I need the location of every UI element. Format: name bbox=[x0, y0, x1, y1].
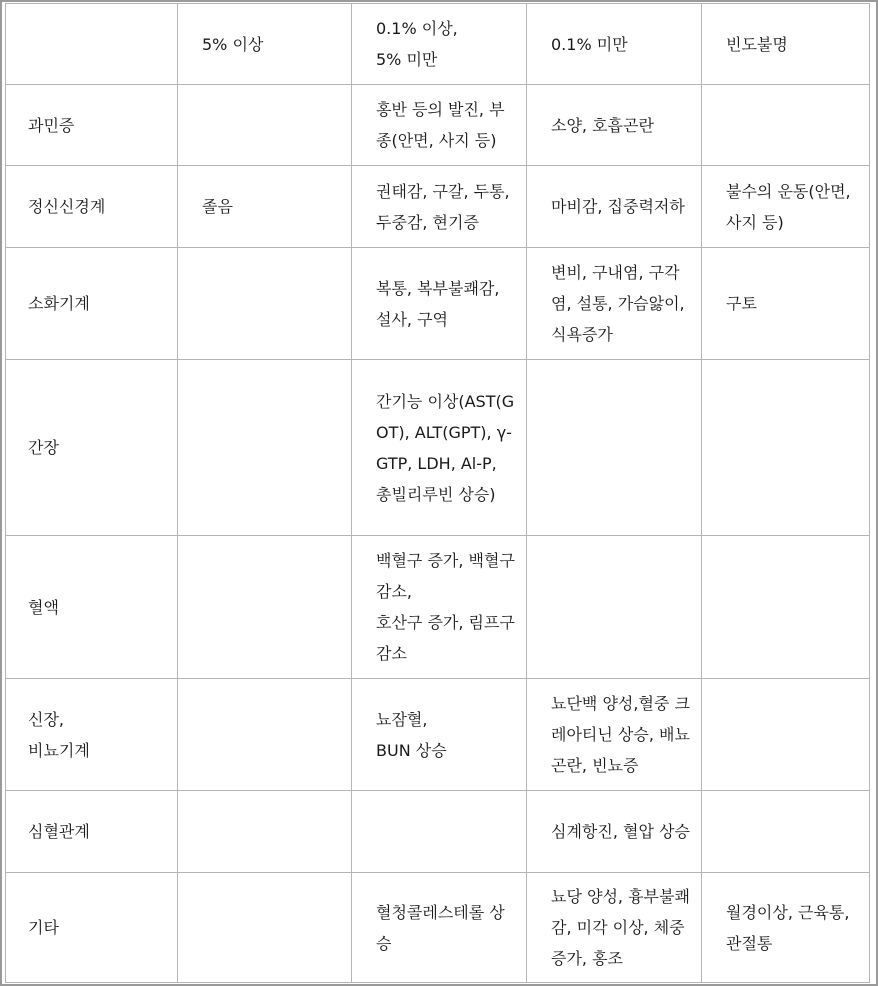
row-category: 심혈관계 bbox=[6, 791, 178, 873]
table-row bbox=[6, 248, 870, 360]
cell-under01: 심계항진, 혈압 상승 bbox=[527, 791, 702, 873]
header-between-line1: 0.1% 이상, bbox=[376, 19, 458, 38]
cell-under01: 마비감, 집중력저하 bbox=[527, 166, 702, 248]
cell-between: 혈청콜레스테롤 상승 bbox=[352, 873, 527, 983]
header-cell-under01: 0.1% 미만 bbox=[527, 4, 702, 85]
cell-unknown: 월경이상, 근육통, 관절통 bbox=[702, 873, 870, 983]
cell-over5 bbox=[178, 873, 352, 983]
cell-over5 bbox=[178, 248, 352, 360]
kidney-between-line1: 뇨잠혈, bbox=[376, 709, 428, 729]
row-category: 과민증 bbox=[6, 85, 178, 166]
cell-under01: 뇨당 양성, 흉부불쾌감, 미각 이상, 체중 증가, 홍조 bbox=[527, 873, 702, 983]
side-effects-table bbox=[5, 3, 870, 983]
cell-between: 권태감, 구갈, 두통, 두중감, 현기증 bbox=[352, 166, 527, 248]
cell-under01: 소양, 호흡곤란 bbox=[527, 85, 702, 166]
table-row bbox=[6, 85, 870, 166]
cell-under01: 뇨단백 양성,혈중 크레아티닌 상승, 배뇨곤란, 빈뇨증 bbox=[527, 679, 702, 791]
cell-between bbox=[352, 536, 527, 679]
cell-over5 bbox=[178, 679, 352, 791]
table-row bbox=[6, 360, 870, 536]
cell-unknown: 불수의 운동(안면, 사지 등) bbox=[702, 166, 870, 248]
row-category: 정신신경계 bbox=[6, 166, 178, 248]
cell-between bbox=[352, 679, 527, 791]
cell-unknown bbox=[702, 679, 870, 791]
kidney-cat-line2: 비뇨기계 bbox=[28, 740, 90, 760]
cell-under01 bbox=[527, 360, 702, 536]
cell-over5 bbox=[178, 791, 352, 873]
table-row bbox=[6, 679, 870, 791]
cell-unknown bbox=[702, 85, 870, 166]
table-row bbox=[6, 873, 870, 983]
row-category: 간장 bbox=[6, 360, 178, 536]
cell-over5 bbox=[178, 85, 352, 166]
cell-over5: 졸음 bbox=[178, 166, 352, 248]
row-category: 혈액 bbox=[6, 536, 178, 679]
cell-unknown bbox=[702, 536, 870, 679]
header-between-line2: 5% 미만 bbox=[376, 50, 438, 69]
cell-between bbox=[352, 791, 527, 873]
cell-unknown bbox=[702, 791, 870, 873]
table-row bbox=[6, 791, 870, 873]
header-cell-over5: 5% 이상 bbox=[178, 4, 352, 85]
row-category: 기타 bbox=[6, 873, 178, 983]
cell-unknown bbox=[702, 360, 870, 536]
blood-line1: 백혈구 증가, 백혈구 감소, bbox=[376, 551, 515, 601]
table-row bbox=[6, 166, 870, 248]
table-row bbox=[6, 536, 870, 679]
kidney-cat-line1: 신장, bbox=[28, 709, 64, 729]
kidney-between-line2: BUN 상승 bbox=[376, 740, 447, 760]
cell-between: 홍반 등의 발진, 부종(안면, 사지 등) bbox=[352, 85, 527, 166]
cell-over5 bbox=[178, 360, 352, 536]
cell-under01: 변비, 구내염, 구각염, 설통, 가슴앓이, 식욕증가 bbox=[527, 248, 702, 360]
cell-unknown: 구토 bbox=[702, 248, 870, 360]
header-cell-category bbox=[6, 4, 178, 85]
header-row bbox=[6, 4, 870, 85]
cell-over5 bbox=[178, 536, 352, 679]
cell-between: 간기능 이상(AST(GOT), ALT(GPT), γ-GTP, LDH, Al-P, 총빌리루빈 상승) bbox=[352, 360, 527, 536]
blood-line2: 호산구 증가, 림프구 감소 bbox=[376, 613, 515, 663]
cell-under01 bbox=[527, 536, 702, 679]
header-cell-between bbox=[352, 4, 527, 85]
cell-between: 복통, 복부불쾌감, 설사, 구역 bbox=[352, 248, 527, 360]
header-cell-unknown: 빈도불명 bbox=[702, 4, 870, 85]
row-category bbox=[6, 679, 178, 791]
row-category: 소화기계 bbox=[6, 248, 178, 360]
